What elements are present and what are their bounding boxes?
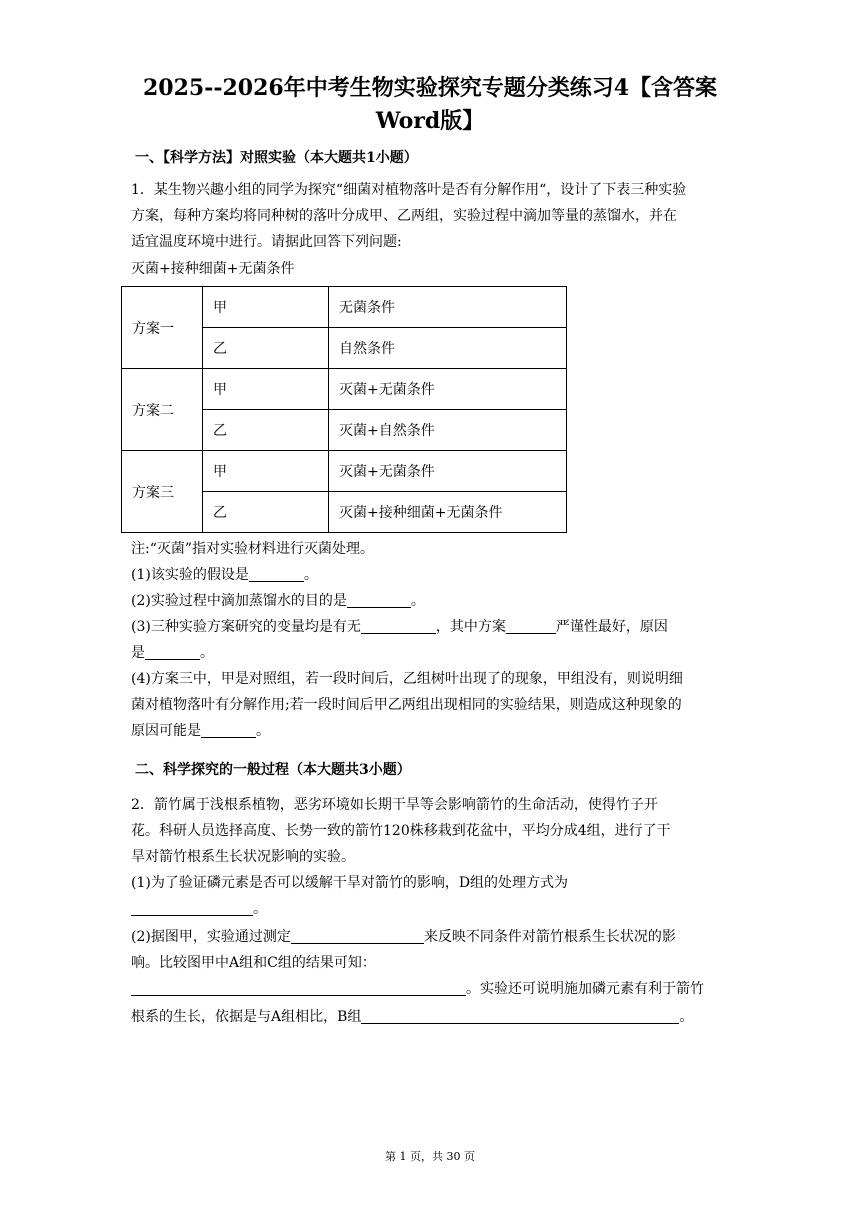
q1-line-3: 适宜温度环境中进行。请据此回答下列问题: — [131, 234, 402, 250]
q1-line-1: 1．某生物兴趣小组的同学为探究“细菌对植物落叶是否有分解作用“，设计了下表三种实验 — [131, 182, 687, 198]
q2-sub-2-line-4 — [131, 1004, 731, 1030]
plan-cell: 方案二 — [122, 369, 203, 451]
q2-sub-2-basis: 根系的生长，依据是与A组相比，B组 — [131, 1009, 362, 1025]
answer-blank[interactable] — [347, 591, 411, 608]
q1-sub-1-text: (1)该实验的假设是 — [131, 567, 249, 583]
q2-sub-2-line-3 — [131, 976, 731, 1002]
q2-sub-1-end: 。 — [253, 901, 267, 917]
q2-line-3: 旱对箭竹根系生长状况影响的实验。 — [131, 849, 355, 865]
q1-sub-1 — [131, 562, 731, 588]
q2-sub-2 — [131, 924, 731, 950]
section-1-heading: 一、【科学方法】对照实验（本大题共1小题） — [135, 150, 418, 166]
q1-sub-2-text: (2)实验过程中滴加蒸馏水的目的是 — [131, 593, 347, 609]
q2-line-2: 花。科研人员选择高度、长势一致的箭竹120株移栽到花盆中，平均分成4组，进行了干 — [131, 823, 671, 839]
answer-blank[interactable] — [201, 721, 256, 738]
q1-sub-3-mid: ，其中方案 — [435, 619, 506, 635]
q1-sub-3-tail: 严谨性最好，原因 — [555, 619, 668, 635]
answer-blank[interactable] — [291, 927, 424, 944]
group-cell: 乙 — [203, 492, 329, 533]
q1-sub-4-line-1: (4)方案三中，甲是对照组，若一段时间后，乙组树叶出现了的现象，甲组没有，则说明细 — [131, 671, 683, 687]
q1-sub-3 — [131, 614, 731, 640]
group-cell: 甲 — [203, 287, 329, 328]
answer-blank[interactable] — [131, 979, 466, 996]
q1-sub-3-text: (3)三种实验方案研究的变量均是有无 — [131, 619, 361, 635]
group-cell: 甲 — [203, 369, 329, 410]
q2-line-1: 2．箭竹属于浅根系植物，恶劣环境如长期干旱等会影响箭竹的生命活动，使得竹子开 — [131, 797, 658, 813]
page-footer: 第 1 页，共 30 页 — [385, 1150, 475, 1163]
condition-cell: 灭菌+无菌条件 — [329, 451, 567, 492]
experiment-plan-table — [121, 286, 567, 533]
section-2-heading: 二、科学探究的一般过程（本大题共3小题） — [135, 762, 411, 778]
q2-sub-1-answer — [131, 896, 731, 922]
condition-cell: 无菌条件 — [329, 287, 567, 328]
answer-blank[interactable] — [361, 617, 436, 634]
document-title — [120, 72, 740, 138]
q2-sub-2-end: 。 — [679, 1009, 694, 1025]
condition-cell: 灭菌+自然条件 — [329, 410, 567, 451]
q1-sub-2 — [131, 588, 731, 614]
q1-sub-4-line-2: 菌对植物落叶有分解作用;若一段时间后甲乙两组出现相同的实验结果，则造成这种现象的 — [131, 697, 682, 713]
q2-sub-2-tail: 来反映不同条件对箭竹根系生长状况的影 — [423, 929, 676, 945]
q1-sub-3-shi: 是 — [131, 645, 145, 661]
q1-sub-4-end: 。 — [256, 723, 270, 739]
q1-sub-4-line-3 — [131, 718, 731, 744]
q2-sub-2-line-2: 响。比较图甲中A组和C组的结果可知： — [131, 955, 376, 971]
table-row — [122, 451, 567, 492]
q1-sub-1-end: 。 — [303, 567, 318, 583]
group-cell: 甲 — [203, 451, 329, 492]
answer-blank[interactable] — [361, 1007, 679, 1024]
q1-sub-3-cont — [131, 640, 731, 666]
plan-cell: 方案三 — [122, 451, 203, 533]
answer-blank[interactable] — [506, 617, 556, 634]
condition-cell: 灭菌+无菌条件 — [329, 369, 567, 410]
title-line-1: 2025--2026年中考生物实验探究专题分类练习4【含答案 — [142, 75, 718, 101]
answer-blank[interactable] — [131, 899, 253, 916]
q2-sub-2-mid: 。实验还可说明施加磷元素有利于箭竹 — [466, 981, 704, 997]
group-cell: 乙 — [203, 328, 329, 369]
answer-blank[interactable] — [249, 565, 304, 582]
answer-blank[interactable] — [145, 643, 200, 660]
group-cell: 乙 — [203, 410, 329, 451]
condition-cell: 灭菌+接种细菌+无菌条件 — [329, 492, 567, 533]
q1-line-2: 方案，每种方案均将同种树的落叶分成甲、乙两组，实验过程中滴加等量的蒸馏水，并在 — [131, 208, 677, 224]
q1-sub-4-text: 原因可能是 — [131, 723, 201, 739]
q1-sub-2-end: 。 — [410, 593, 425, 609]
q1-sub-3-end: 。 — [200, 645, 214, 661]
q2-sub-1: (1)为了验证磷元素是否可以缓解干旱对箭竹的影响，D组的处理方式为 — [131, 875, 569, 891]
table-row — [122, 369, 567, 410]
q2-sub-2-text: (2)据图甲，实验通过测定 — [131, 929, 291, 945]
table-row — [122, 287, 567, 328]
q1-note: 注:“灭菌”指对实验材料进行灭菌处理。 — [131, 541, 375, 557]
plan-cell: 方案一 — [122, 287, 203, 369]
condition-cell: 自然条件 — [329, 328, 567, 369]
q1-line-4: 灭菌+接种细菌+无菌条件 — [131, 261, 295, 277]
title-line-2: Word版】 — [375, 108, 485, 134]
